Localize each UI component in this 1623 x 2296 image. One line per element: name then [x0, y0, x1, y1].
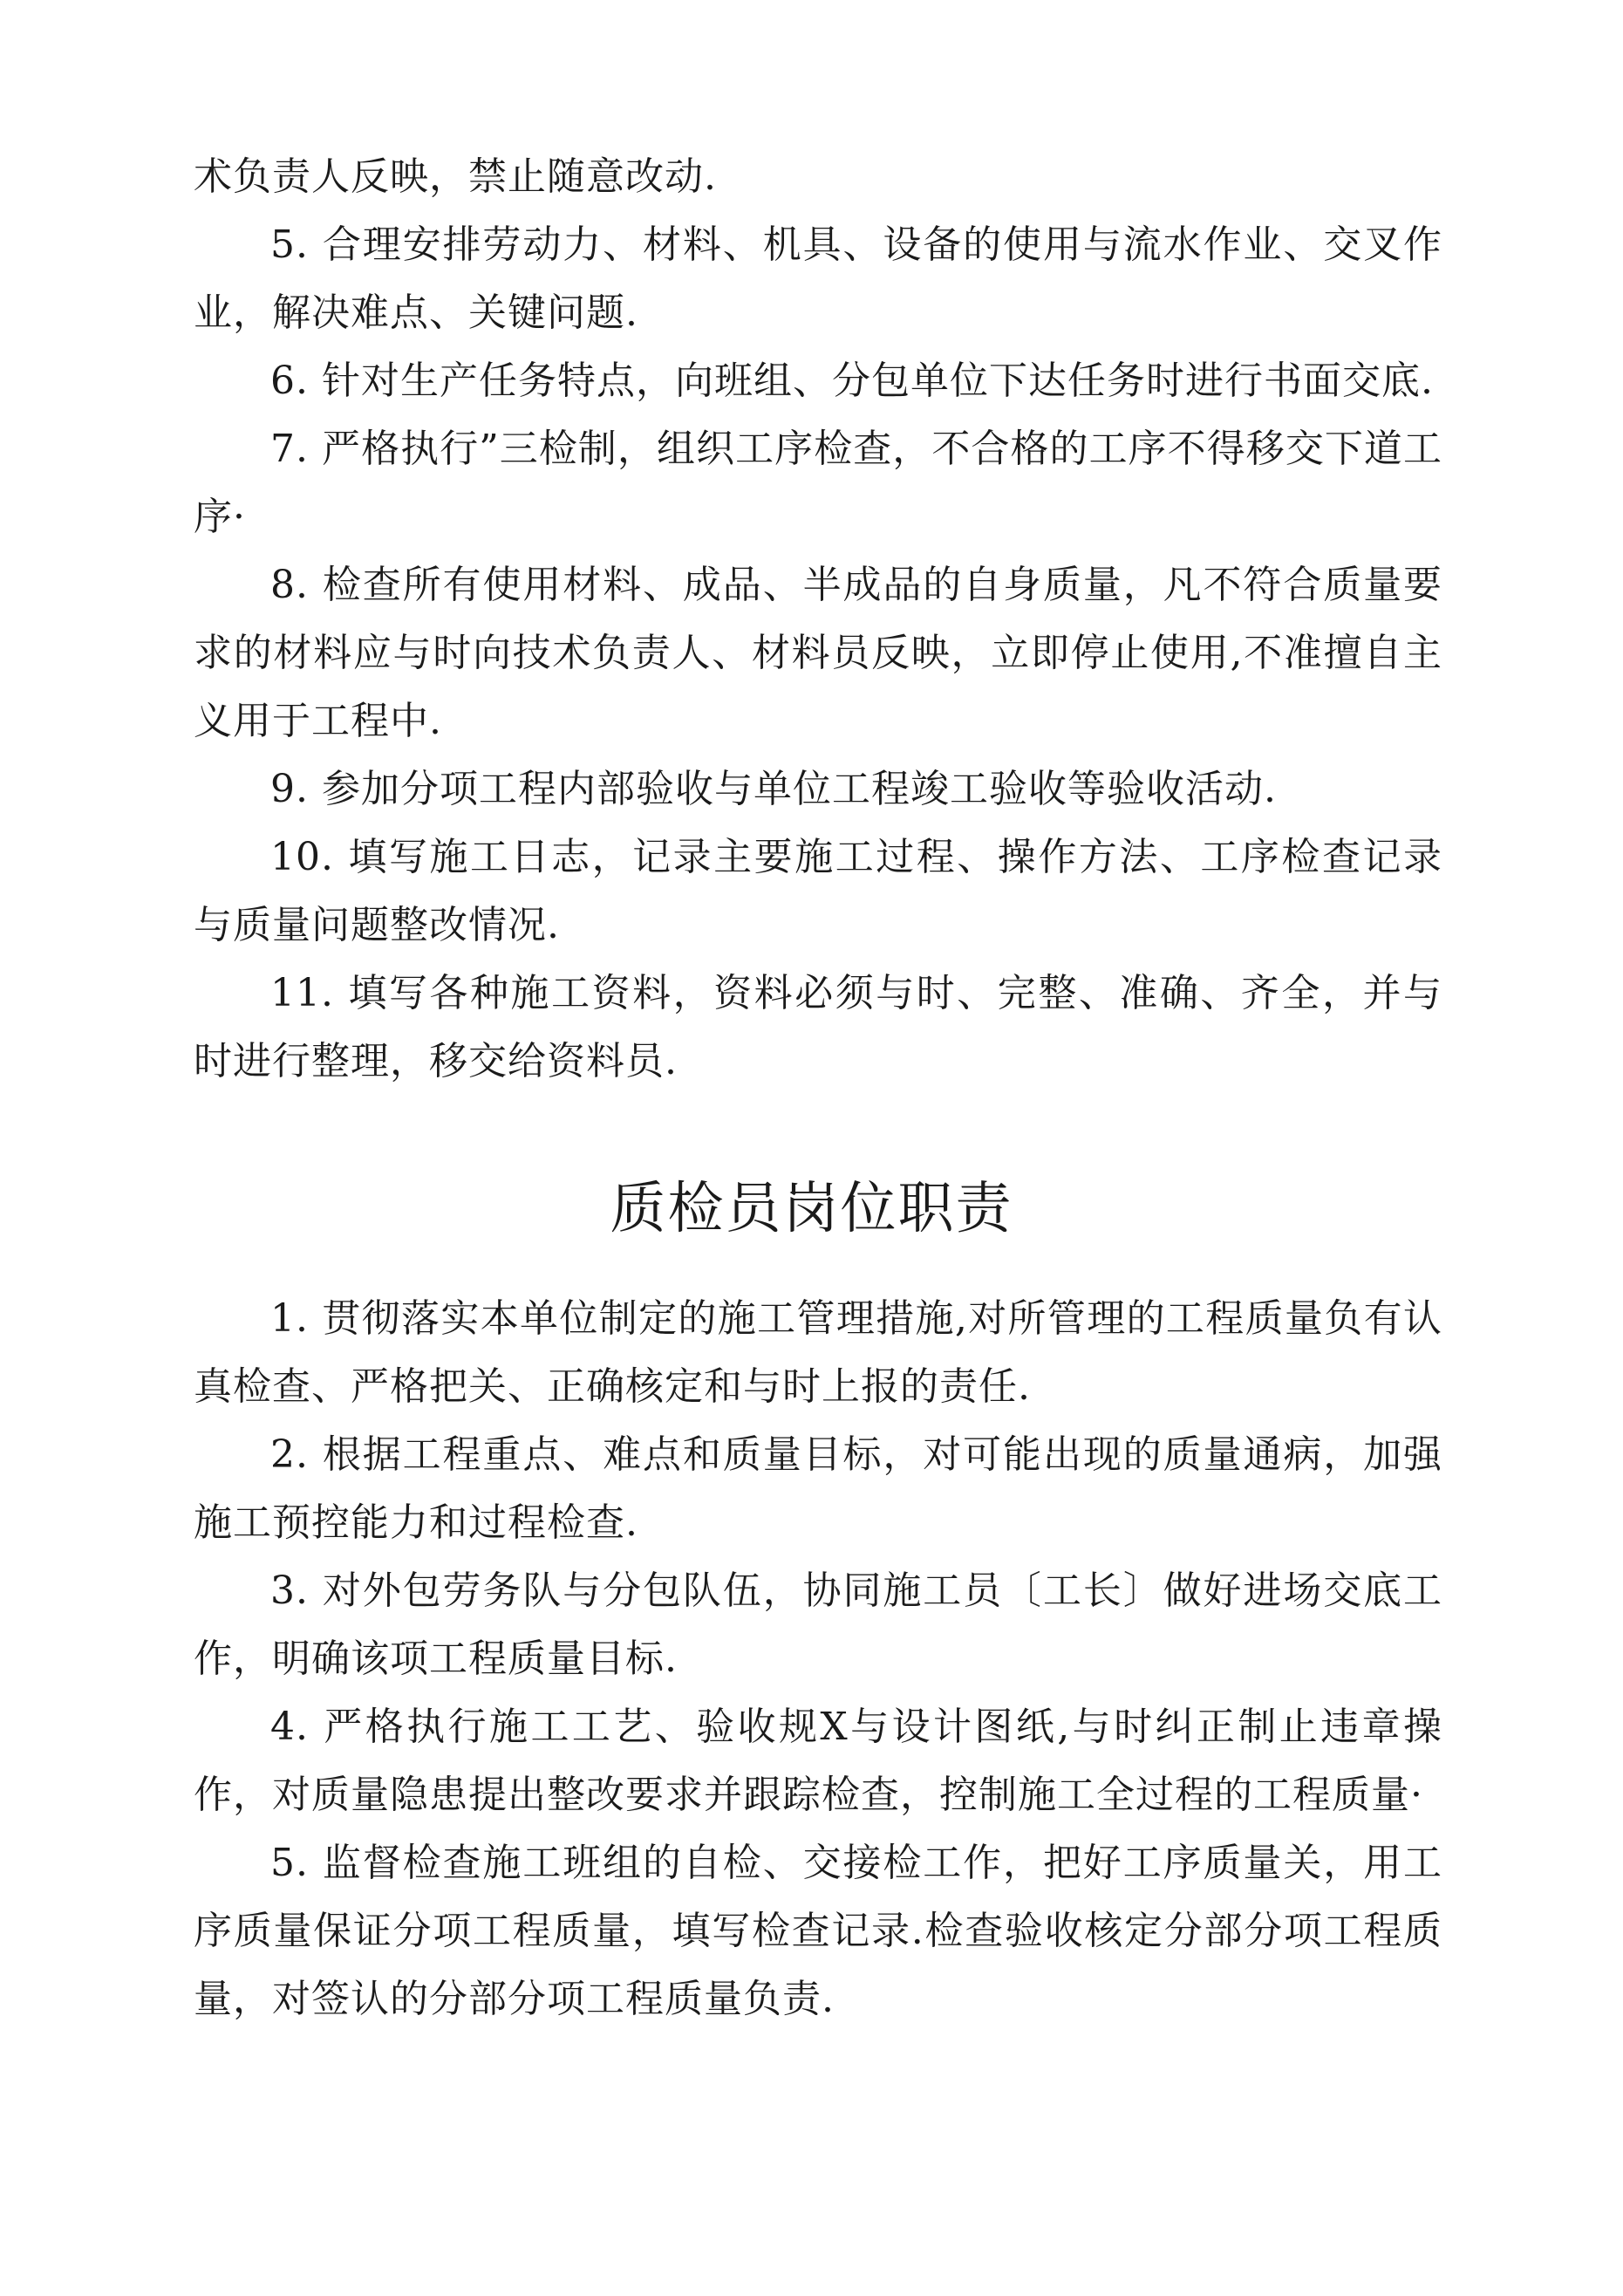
paragraph-continuation: 术负责人反映，禁止随意改动.: [194, 154, 717, 199]
duty-item: 5. 合理安排劳动力、材料、机具、设备的使用与流水作业、交叉作业，解决难点、关键问题.: [194, 222, 1442, 335]
duty-item: 8. 检查所有使用材料、成品、半成品的自身质量，凡不符合质量要求的材料应与时向技术负责人、材料员反映，立即停止使用,不准擅自主义用于工程中.: [194, 563, 1442, 743]
duty-item: 3. 对外包劳务队与分包队伍，协同施工员〔工长〕做好进场交底工作，明确该项工程质量目标.: [194, 1568, 1442, 1681]
duty-item: 10. 填写施工日志，记录主要施工过程、操作方法、工序检查记录与质量问题整改情况.: [194, 835, 1442, 947]
duty-item: 4. 严格执行施工工艺、验收规X与设计图纸,与时纠正制止违章操作，对质量隐患提出整改要求并跟踪检查，控制施工全过程的工程质量·: [194, 1705, 1442, 1817]
duty-item: 9. 参加分项工程内部验收与单位工程竣工验收等验收活动.: [270, 767, 1277, 811]
duty-item: 2. 根据工程重点、难点和质量目标，对可能出现的质量通病，加强施工预控能力和过程检查.: [194, 1432, 1442, 1545]
duty-item: 1. 贯彻落实本单位制定的施工管理措施,对所管理的工程质量负有认真检查、严格把关、正确核定和与时上报的责任.: [194, 1296, 1442, 1409]
duty-item: 7. 严格执行”三检制，组织工序检查，不合格的工序不得移交下道工序·: [194, 427, 1442, 539]
duty-item: 5. 监督检查施工班组的自检、交接检工作，把好工序质量关，用工序质量保证分项工程质量，填写检查记录.检查验收核定分部分项工程质量，对签认的分部分项工程质量负责.: [194, 1841, 1442, 2021]
duty-item: 6. 针对生产任务特点，向班组、分包单位下达任务时进行书面交底.: [270, 359, 1434, 403]
inspector-duties-section: [194, 1285, 1442, 2033]
duties-continued-section: [194, 143, 1442, 1096]
section-title: 质检员岗位职责: [610, 1177, 1013, 1241]
duty-item: 11. 填写各种施工资料，资料必须与时、完整、准确、齐全，并与时进行整理，移交给资料员.: [194, 971, 1442, 1083]
